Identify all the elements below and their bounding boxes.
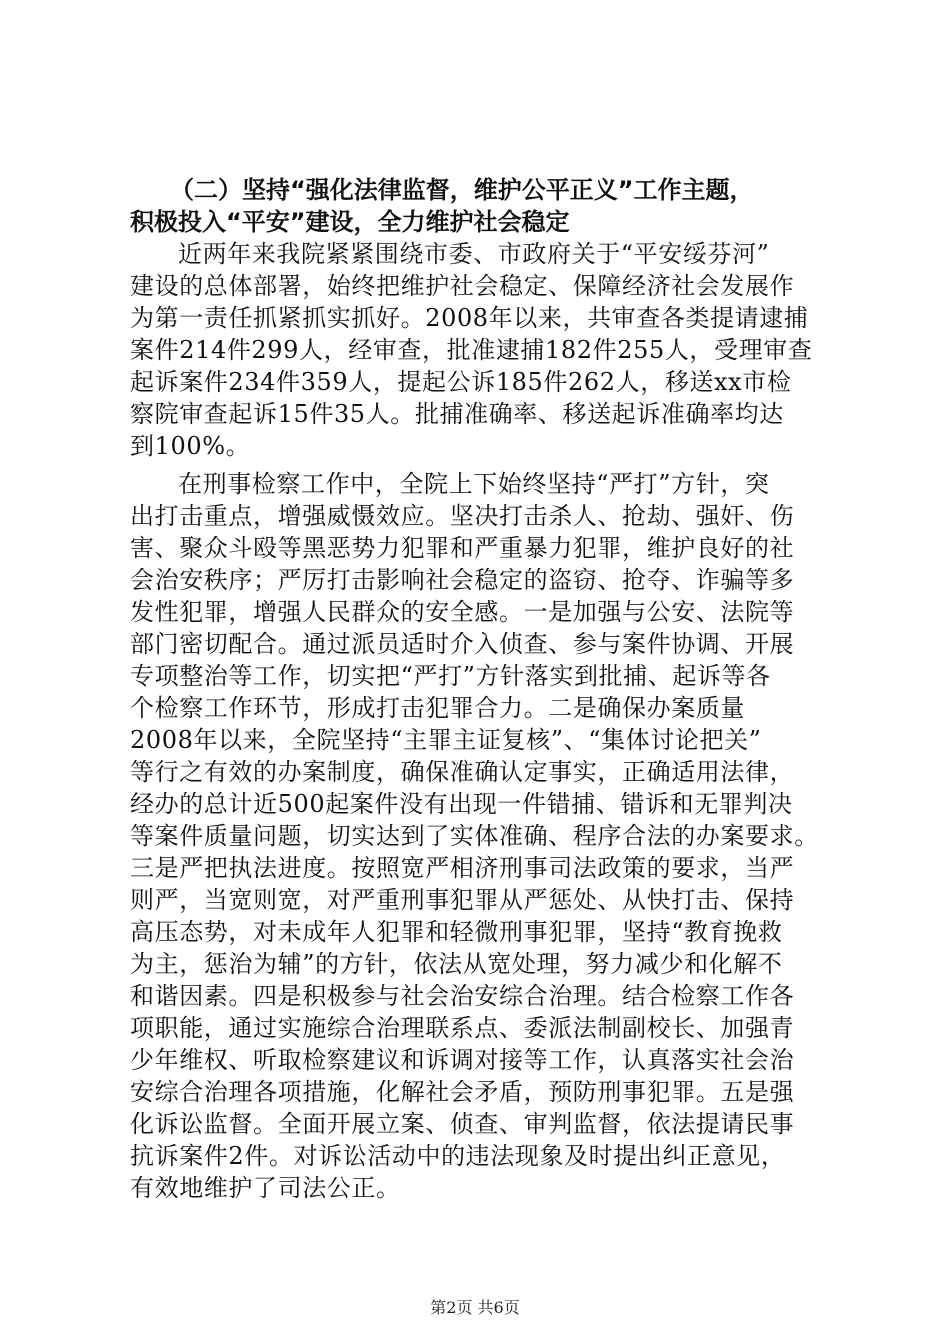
text-line: 害、聚众斗殴等黑恶势力犯罪和严重暴力犯罪，维护良好的社 bbox=[130, 534, 795, 562]
text-line: 和谐因素。四是积极参与社会治安综合治理。结合检察工作各 bbox=[130, 982, 795, 1010]
text-line: 2008年以来，全院坚持“主罪主证复核”、“集体讨论把关” bbox=[130, 726, 762, 754]
text-line: 会治安秩序；严厉打击影响社会稳定的盗窃、抢夺、诈骗等多 bbox=[130, 566, 795, 594]
text-line: 为第一责任抓紧抓实抓好。2008年以来，共审查各类提请逮捕 bbox=[130, 304, 809, 332]
text-line: 在刑事检察工作中，全院上下始终坚持“严打”方针，突 bbox=[178, 470, 770, 498]
text-line: 安综合治理各项措施，化解社会矛盾，预防刑事犯罪。五是强 bbox=[130, 1078, 795, 1106]
section-heading bbox=[130, 174, 830, 238]
paragraph-2 bbox=[130, 468, 830, 1204]
text-line: 少年维权、听取检察建议和诉调对接等工作，认真落实社会治 bbox=[130, 1046, 795, 1074]
text-line: 经办的总计近500起案件没有出现一件错捕、错诉和无罪判决 bbox=[130, 790, 793, 818]
text-line: 起诉案件234件359人，提起公诉185件262人，移送xx市检 bbox=[130, 368, 792, 396]
text-line: 建设的总体部署，始终把维护社会稳定、保障经济社会发展作 bbox=[130, 272, 795, 300]
text-line: 察院审查起诉15件35人。批捕准确率、移送起诉准确率均达 bbox=[130, 400, 784, 428]
text-line: 案件214件299人，经审查，批准逮捕182件255人，受理审查 bbox=[130, 336, 813, 364]
text-line: 部门密切配合。通过派员适时介入侦查、参与案件协调、开展 bbox=[130, 630, 795, 658]
text-line: 出打击重点，增强威慑效应。坚决打击杀人、抢劫、强奸、伤 bbox=[130, 502, 795, 530]
section-heading-line-2: 积极投入“平安”建设，全力维护社会稳定 bbox=[130, 208, 570, 236]
text-line: 为主，惩治为辅”的方针，依法从宽处理，努力减少和化解不 bbox=[130, 950, 783, 978]
text-line: 高压态势，对未成年人犯罪和轻微刑事犯罪，坚持“教育挽救 bbox=[130, 918, 783, 946]
page-number: 第2页 共6页 bbox=[430, 1298, 520, 1317]
text-line: 发性犯罪，增强人民群众的安全感。一是加强与公安、法院等 bbox=[130, 598, 795, 626]
page-footer bbox=[0, 1298, 950, 1318]
text-line: 到100%。 bbox=[130, 432, 251, 460]
text-line: 化诉讼监督。全面开展立案、侦查、审判监督，依法提请民事 bbox=[130, 1110, 795, 1138]
section-heading-line-1: （二）坚持“强化法律监督，维护公平正义”工作主题， bbox=[170, 176, 754, 204]
text-line: 专项整治等工作，切实把“严打”方针落实到批捕、起诉等各 bbox=[130, 662, 771, 690]
text-line: 有效地维护了司法公正。 bbox=[130, 1174, 401, 1202]
text-line: 个检察工作环节，形成打击犯罪合力。二是确保办案质量 bbox=[130, 694, 745, 722]
text-line: 近两年来我院紧紧围绕市委、市政府关于“平安绥芬河” bbox=[178, 240, 770, 268]
body-text bbox=[130, 238, 830, 1210]
text-line: 等行之有效的办案制度，确保准确认定事实，正确适用法律， bbox=[130, 758, 795, 786]
text-line: 则严，当宽则宽，对严重刑事犯罪从严惩处、从快打击、保持 bbox=[130, 886, 795, 914]
text-line: 等案件质量问题，切实达到了实体准确、程序合法的办案要求。 bbox=[130, 822, 819, 850]
text-line: 三是严把执法进度。按照宽严相济刑事司法政策的要求，当严 bbox=[130, 854, 795, 882]
paragraph-1 bbox=[130, 238, 830, 462]
text-line: 抗诉案件2件。对诉讼活动中的违法现象及时提出纠正意见， bbox=[130, 1142, 786, 1170]
text-line: 项职能，通过实施综合治理联系点、委派法制副校长、加强青 bbox=[130, 1014, 795, 1042]
